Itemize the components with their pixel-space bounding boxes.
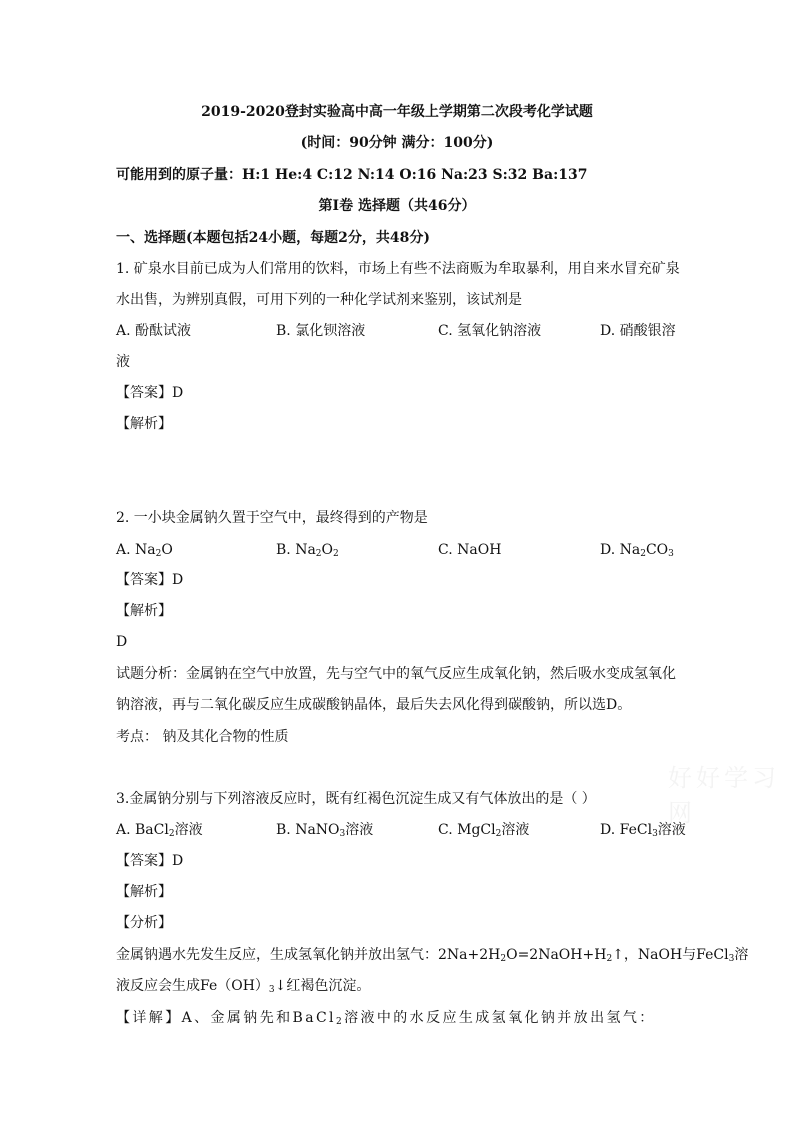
q2-option-d: D. $Na_2CO_3$ xyxy=(600,542,674,559)
q3-fenxi-label: 【分析】 xyxy=(116,915,172,931)
q2-answer: 【答案】D xyxy=(116,572,184,588)
q1-option-b: B. 氯化钡溶液 xyxy=(276,323,366,339)
q1-analysis-label: 【解析】 xyxy=(116,416,172,432)
q3-option-b: B. NaNO$_3$溶液 xyxy=(276,822,374,839)
q1-option-c: C. 氢氧化钠溶液 xyxy=(438,323,542,339)
q3-analysis-label: 【解析】 xyxy=(116,884,172,900)
q2-option-a: A. $Na_2O$ xyxy=(116,542,173,559)
q2-stem: 2. 一小块金属钠久置于空气中，最终得到的产物是 xyxy=(116,510,428,526)
q1-option-a: A. 酚酞试液 xyxy=(116,323,192,339)
q3-analysis-line1: 金属钠遇水先发生反应，生成氢氧化钠并放出氢气：$2Na+2H_2O=2NaOH+H_2↑$，NaOH与FeCl$_3$溶 xyxy=(116,947,749,964)
q2-explain-line2: 钠溶液，再与二氧化碳反应生成碳酸钠晶体，最后失去风化得到碳酸钠，所以选D。 xyxy=(116,697,632,713)
q3-answer: 【答案】D xyxy=(116,853,184,869)
q2-option-c: C. NaOH xyxy=(438,542,502,558)
q3-detail-line: 【详解】A、金属钠先和BaCl$_2$溶液中的水反应生成氢氧化钠并放出氢气： xyxy=(116,1010,656,1027)
q2-explain-line1: 试题分析：金属钠在空气中放置，先与空气中的氧气反应生成氧化钠，然后吸水变成氢氧化 xyxy=(116,666,676,682)
q1-option-d-wrap: 液 xyxy=(116,354,130,370)
q2-keypoint: 考点： 钠及其化合物的性质 xyxy=(116,729,289,745)
q1-stem-line2: 水出售，为辨别真假，可用下列的一种化学试剂来鉴别，该试剂是 xyxy=(116,292,522,308)
section-title: 第Ⅰ卷 选择题（共46分） xyxy=(318,198,476,214)
q1-answer: 【答案】D xyxy=(116,385,184,401)
exam-title: 2019-2020登封实验高中高一年级上学期第二次段考化学试题 xyxy=(201,104,593,120)
q3-analysis-line2: 液反应会生成$Fe(OH)_3↓$红褐色沉淀。 xyxy=(116,978,371,995)
part-title: 一、选择题(本题包括24小题，每题2分，共48分) xyxy=(116,230,430,246)
q3-option-c: C. MgCl$_2$溶液 xyxy=(438,822,530,839)
q2-analysis-label: 【解析】 xyxy=(116,603,172,619)
q3-option-a: A. BaCl$_2$溶液 xyxy=(116,822,203,839)
q2-analysis-answer: D xyxy=(116,634,128,650)
q3-stem: 3.金属钠分别与下列溶液反应时，既有红褐色沉淀生成又有气体放出的是（ ） xyxy=(116,791,596,807)
q1-option-d: D. 硝酸银溶 xyxy=(600,323,676,339)
time-info: (时间：90分钟 满分：100分) xyxy=(300,135,494,151)
q3-option-d: D. FeCl$_3$溶液 xyxy=(600,822,686,839)
watermark: 好好学习网 xyxy=(668,764,780,827)
q1-stem-line1: 1. 矿泉水目前已成为人们常用的饮料，市场上有些不法商贩为牟取暴利，用自来水冒充矿泉 xyxy=(116,261,680,277)
q2-option-b: B. $Na_2O_2$ xyxy=(276,542,339,559)
atomic-masses: 可能用到的原子量：H:1 He:4 C:12 N:14 O:16 Na:23 S:32 Ba:137 xyxy=(116,167,588,183)
